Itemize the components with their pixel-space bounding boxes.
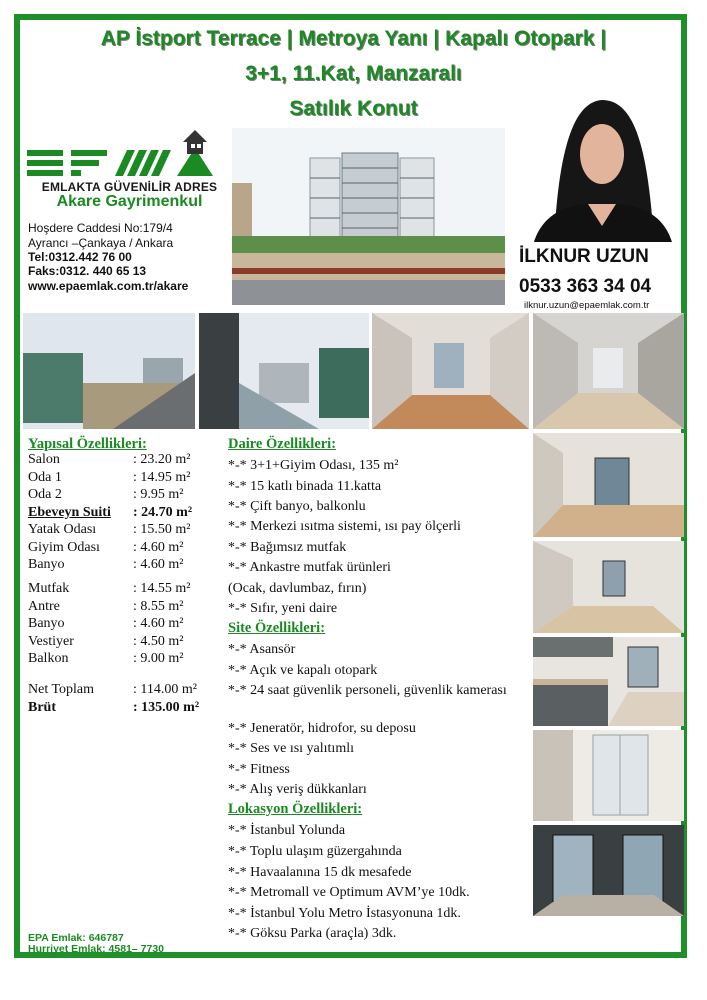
balcony-view-photo-2 <box>199 313 369 429</box>
company-address2: Ayrancı –Çankaya / Ankara <box>28 236 174 250</box>
spec-row <box>28 557 184 573</box>
spec-row <box>28 700 200 716</box>
spec-value: : 23.20 m² <box>133 452 191 467</box>
spec-row <box>28 581 191 597</box>
structural-heading: Yapısal Özellikleri: <box>28 436 147 452</box>
spec-label: Yatak Odası <box>28 522 97 537</box>
feature-item: *-* Havaalanına 15 dk mesafede <box>228 865 412 880</box>
feature-item: *-* İstanbul Yolunda <box>228 823 346 838</box>
feature-item: *-* Göksu Parka (araçla) 3dk. <box>228 926 397 941</box>
listing-title-line2: 3+1, 11.Kat, Manzaralı <box>245 62 462 85</box>
feature-item: *-* Merkezi ısıtma sistemi, ısı pay ölçerli <box>228 519 461 534</box>
spec-label: Mutfak <box>28 581 70 596</box>
room-photo <box>533 541 684 633</box>
feature-item: *-* Asansör <box>228 642 296 657</box>
spec-label: Oda 1 <box>28 469 62 485</box>
apartment-heading: Daire Özellikleri: <box>228 436 337 452</box>
kitchen-photo <box>533 637 684 726</box>
terrace-photo <box>533 825 684 916</box>
company-website: www.epaemlak.com.tr/akare <box>28 279 189 293</box>
feature-item: *-* Açık ve kapalı otopark <box>228 663 378 678</box>
footer-hurriyet-code: Hurriyet Emlak: 4581– 7730 <box>28 943 165 955</box>
spec-row <box>28 504 193 521</box>
spec-label: Net Toplam <box>28 682 95 697</box>
spec-row <box>28 633 184 650</box>
agent-phone: 0533 363 34 04 <box>519 276 652 297</box>
company-fax: Faks:0312. 440 65 13 <box>28 264 147 278</box>
spec-row <box>28 487 184 503</box>
spec-label: Salon <box>28 452 60 467</box>
feature-item: *-* 15 katlı binada 11.katta <box>228 479 382 494</box>
agent-email: ilknur.uzun@epaemlak.com.tr <box>524 300 650 311</box>
spec-label: Giyim Odası <box>28 539 100 555</box>
footer-epa-code: EPA Emlak: 646787 <box>28 932 124 944</box>
feature-item: *-* Bağımsız mutfak <box>228 540 347 555</box>
spec-value: : 114.00 m² <box>133 682 197 697</box>
location-heading: Lokasyon Özellikleri: <box>228 801 363 817</box>
spec-value: : 4.60 m² <box>133 616 184 631</box>
feature-item: *-* Sıfır, yeni daire <box>228 601 338 616</box>
feature-item: *-* Metromall ve Optimum AVM’ye 10dk. <box>228 885 470 900</box>
spec-value: : 14.55 m² <box>133 581 191 596</box>
spec-row <box>28 616 184 632</box>
feature-item: *-* Çift banyo, balkonlu <box>228 499 366 514</box>
bathroom-photo <box>533 730 684 821</box>
bedroom-photo <box>533 433 684 537</box>
epa-logo <box>27 128 232 188</box>
company-address1: Hoşdere Caddesi No:179/4 <box>28 221 173 235</box>
spec-value: : 9.00 m² <box>133 651 184 666</box>
spec-value: : 4.60 m² <box>133 539 184 555</box>
feature-item: *-* Ses ve ısı yalıtımlı <box>228 741 354 756</box>
spec-row <box>28 682 197 698</box>
spec-label: Vestiyer <box>28 633 74 649</box>
spec-value: : 135.00 m² <box>133 700 200 715</box>
living-room-photo <box>372 313 529 429</box>
listing-title-line1: AP İstport Terrace | Metroya Yanı | Kapalı Otopark | <box>100 27 607 50</box>
spec-row <box>28 522 191 538</box>
spec-label: Oda 2 <box>28 487 62 502</box>
spec-label: Ebeveyn Suiti <box>28 504 111 520</box>
spec-label: Banyo <box>28 616 65 631</box>
spec-row <box>28 651 184 667</box>
spec-row <box>28 469 191 486</box>
feature-item: *-* Jeneratör, hidrofor, su deposu <box>228 721 416 736</box>
spec-row <box>28 598 184 615</box>
feature-item: *-* Ankastre mutfak ürünleri <box>228 560 391 575</box>
feature-item: *-* Alış veriş dükkanları <box>228 782 367 797</box>
feature-item: (Ocak, davlumbaz, fırın) <box>228 581 367 596</box>
spec-value: : 9.95 m² <box>133 487 184 502</box>
spec-label: Antre <box>28 598 60 614</box>
spec-value: : 14.95 m² <box>133 469 191 485</box>
spec-value: : 15.50 m² <box>133 522 191 537</box>
feature-item: *-* Fitness <box>228 762 290 777</box>
site-heading: Site Özellikleri: <box>228 620 326 636</box>
spec-value: : 4.60 m² <box>133 557 184 572</box>
spec-value: : 8.55 m² <box>133 598 184 614</box>
spec-row <box>28 539 184 556</box>
company-tagline: EMLAKTA GÜVENİLİR ADRES <box>41 180 218 194</box>
feature-item: *-* İstanbul Yolu Metro İstasyonuna 1dk. <box>228 906 461 921</box>
spec-label: Brüt <box>28 700 56 715</box>
company-name: Akare Gayrimenkul <box>56 193 203 210</box>
hallway-photo <box>533 313 684 429</box>
balcony-view-photo-1 <box>23 313 195 429</box>
agent-photo <box>534 92 672 242</box>
building-photo <box>232 128 505 305</box>
listing-title-line3: Satılık Konut <box>289 97 418 120</box>
spec-value: : 24.70 m² <box>133 504 193 520</box>
feature-item: *-* Toplu ulaşım güzergahında <box>228 844 402 859</box>
agent-name: İLKNUR UZUN <box>519 246 649 267</box>
spec-row <box>28 452 191 468</box>
feature-item: *-* 24 saat güvenlik personeli, güvenlik kamerası <box>228 683 507 698</box>
spec-label: Banyo <box>28 557 65 572</box>
company-tel: Tel:0312.442 76 00 <box>28 250 132 264</box>
spec-value: : 4.50 m² <box>133 633 184 649</box>
feature-item: *-* 3+1+Giyim Odası, 135 m² <box>228 458 399 473</box>
spec-label: Balkon <box>28 651 69 666</box>
